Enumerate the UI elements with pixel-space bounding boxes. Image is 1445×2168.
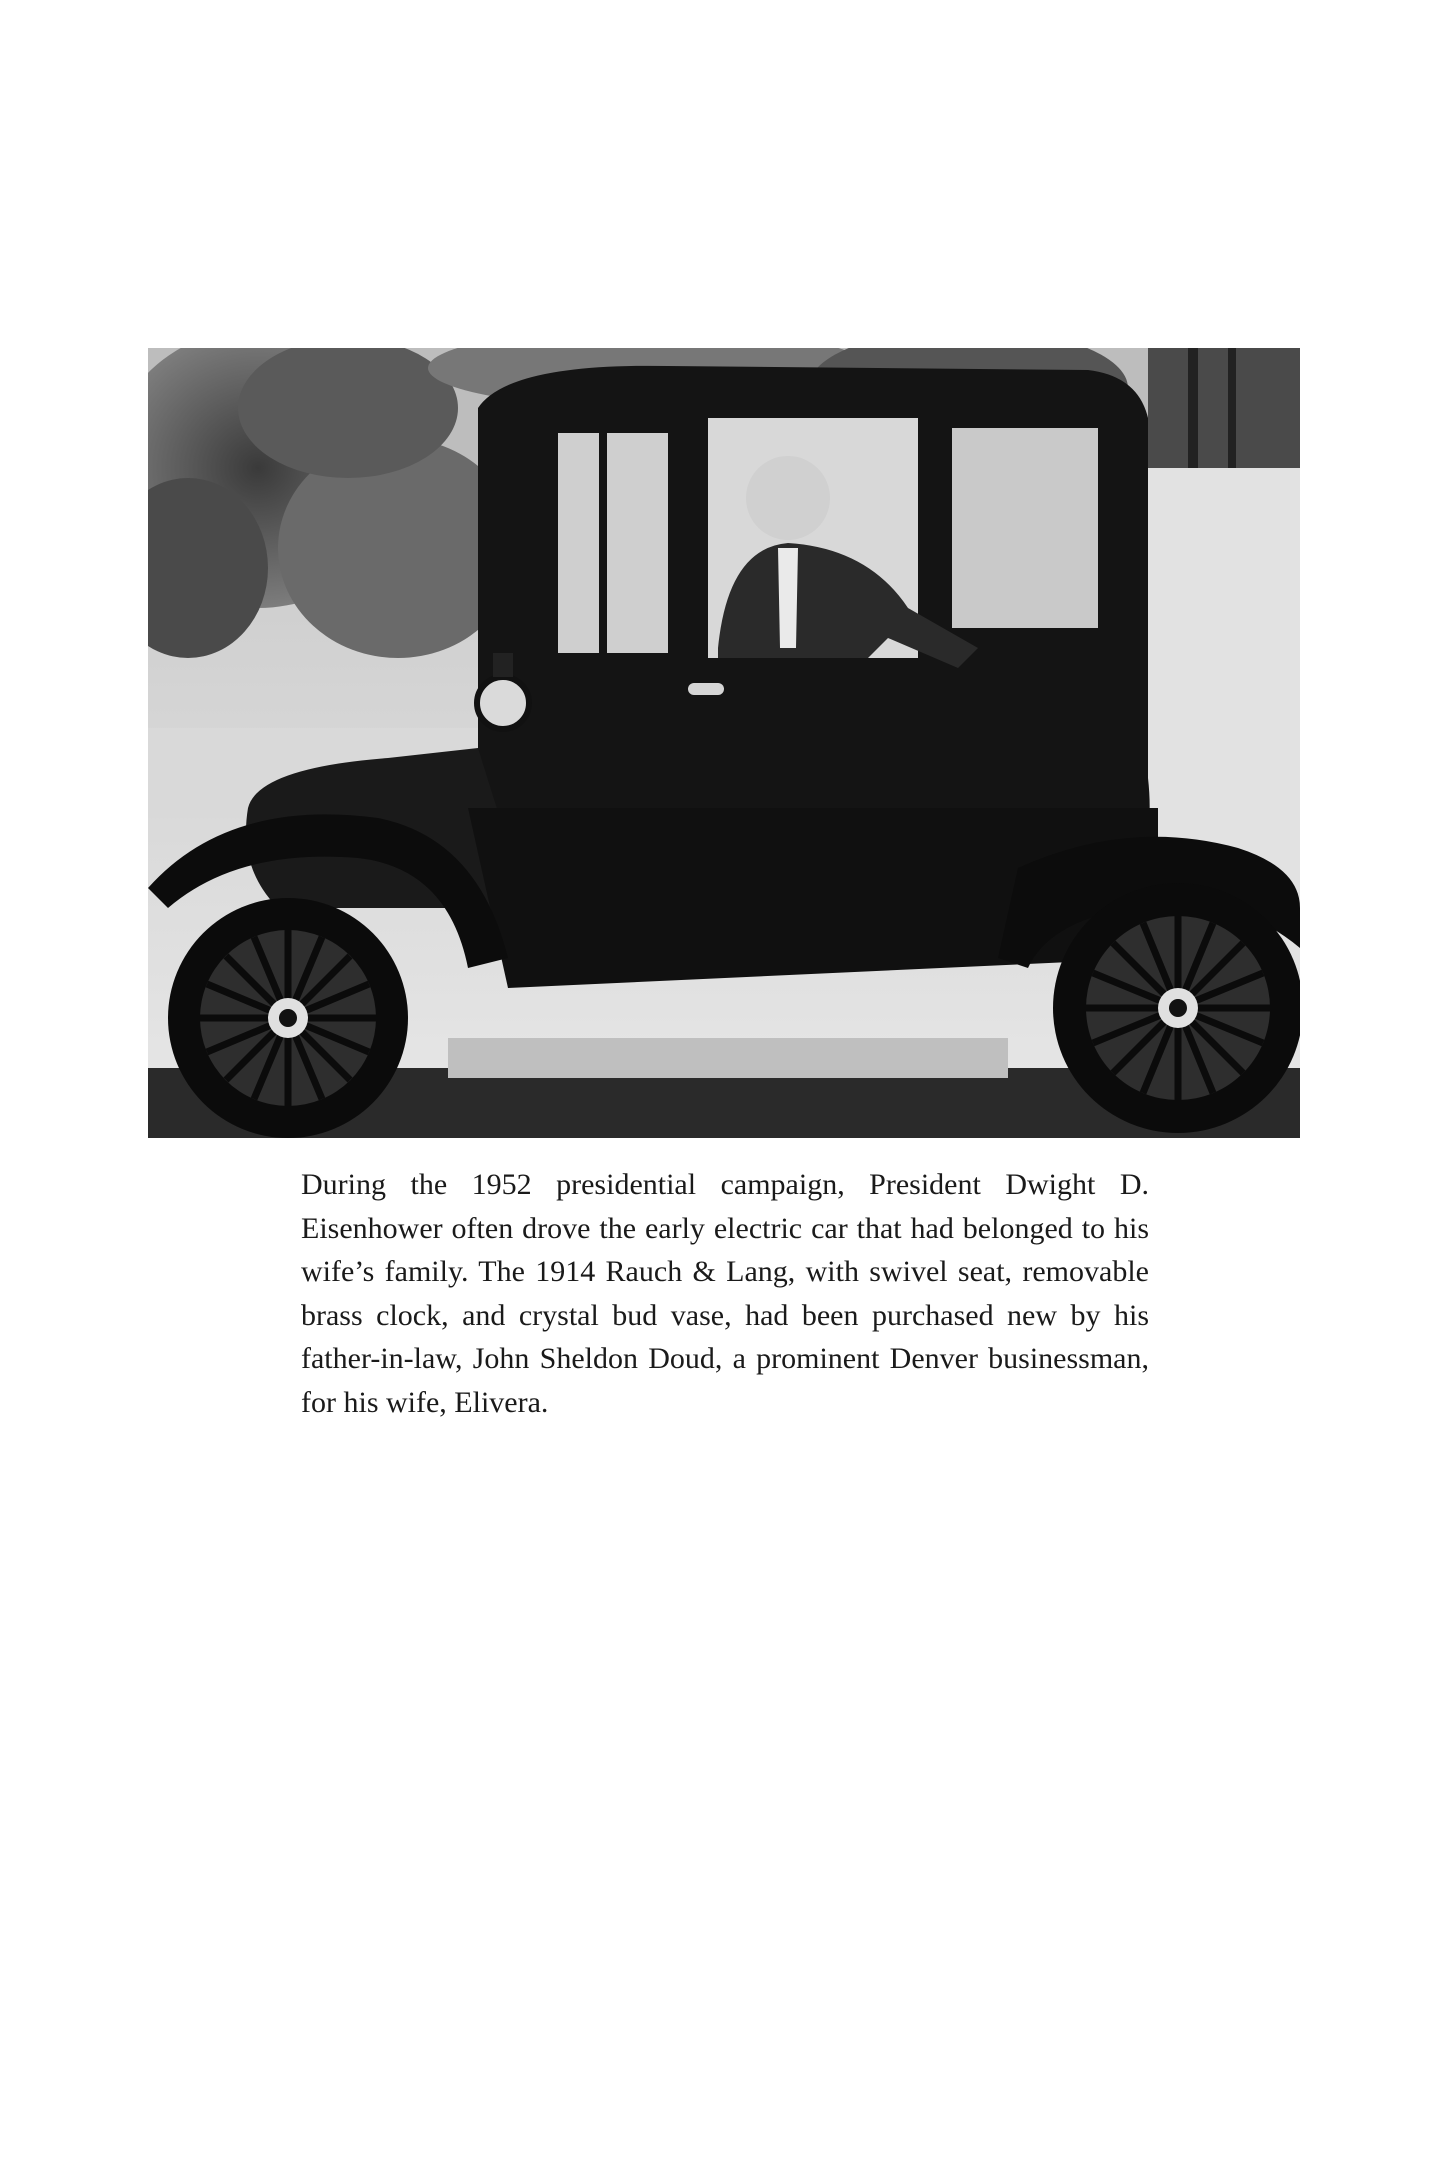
car-photograph [148,348,1300,1138]
photo-caption: During the 1952 presidential campaign, President Dwight D. Eisenhower often drove the early electric car that had belonged to his wife’s family. The 1914 Rauch & Lang, with swivel seat, removable brass clock, and crystal bud vase, had been purchased new by his father-in-law, John Sheldon Doud, a prominent Denver businessman, for his wife, Elivera. [301,1168,1149,1419]
